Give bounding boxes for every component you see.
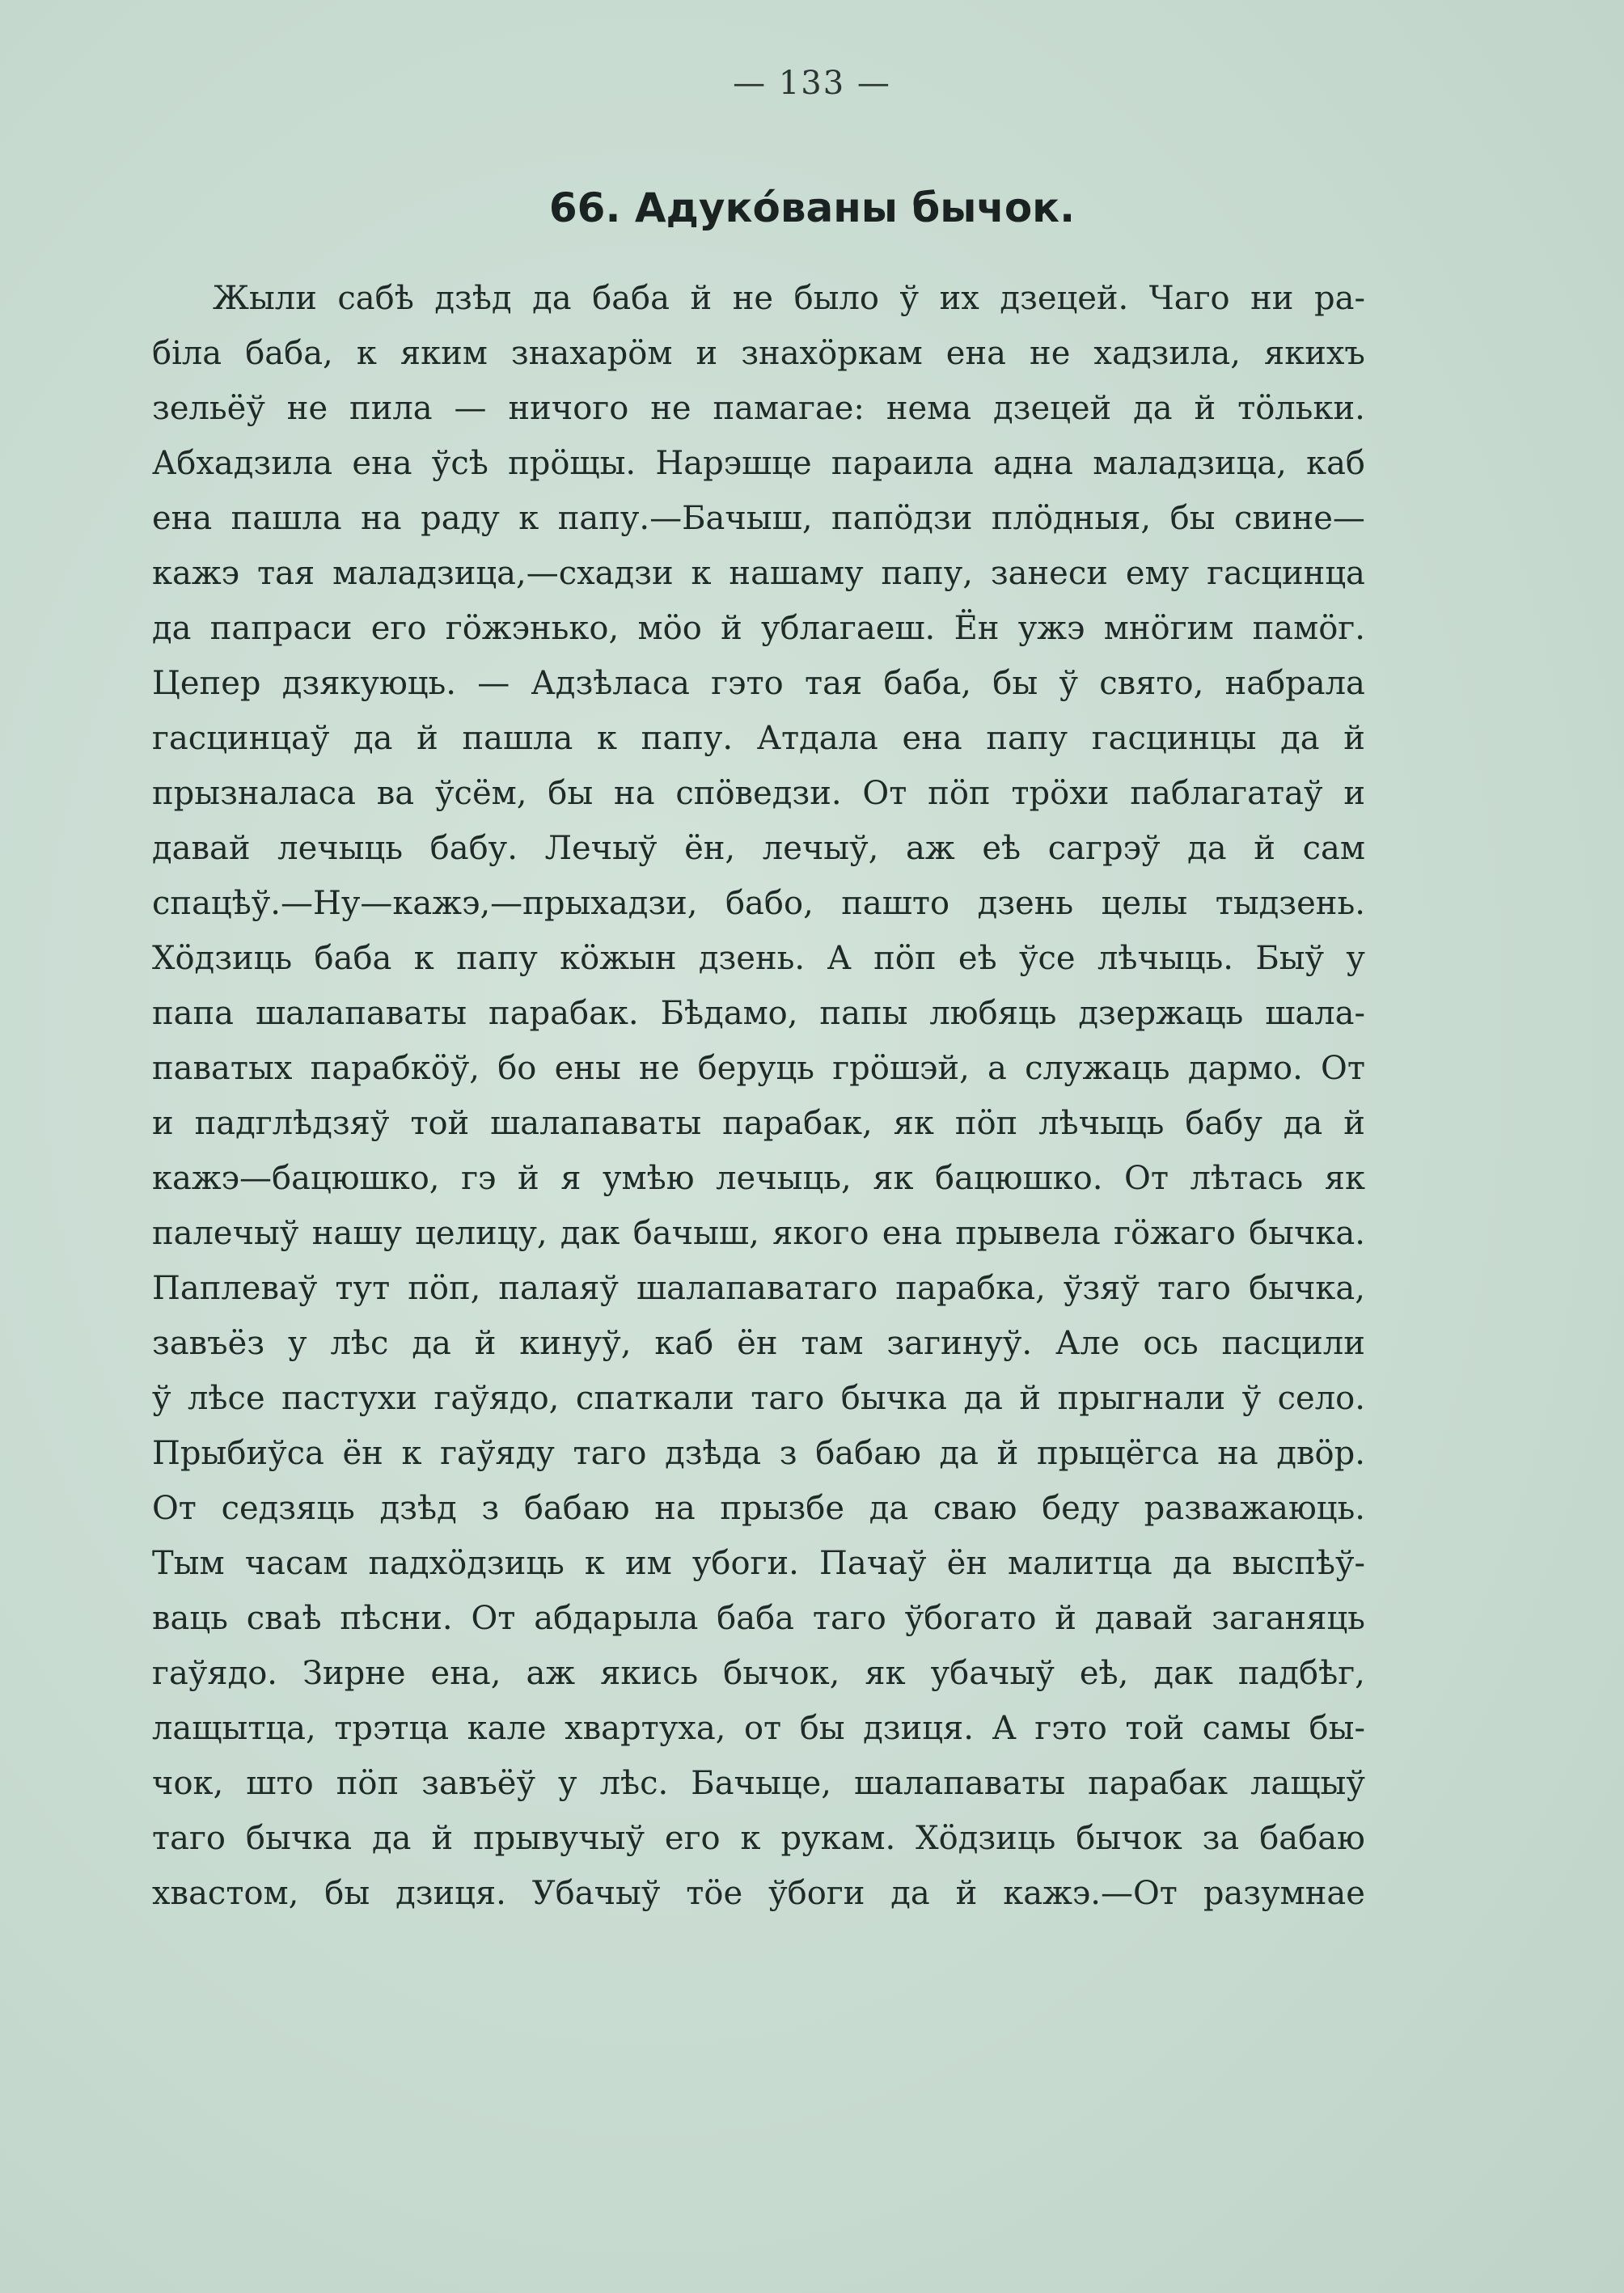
text-line: ваць сваѣ пѣсни. От абдарыла баба таго ўбогато й давай заганяць [152,1600,1365,1637]
text-line: паватых парабкöў, бо ены не беруць грöшэй, а служаць дармо. От [152,1050,1365,1087]
text-line: лащытца, трэтца кале хвартуха, от бы дзиця. А гэто той самы бы- [152,1710,1365,1747]
text-line: Паплеваў тут пöп, палаяў шалапаватаго парабка, ўзяў таго бычка, [152,1270,1365,1307]
text-line: давай лечыць бабу. Лечыў ён, лечыў, аж еѣ сагрэў да й сам [152,830,1365,867]
text-line: кажэ—бацюшко, гэ й я умѣю лечыць, як бацюшко. От лѣтась як [152,1160,1365,1197]
text-line: Хöдзиць баба к папу кöжын дзень. А пöп еѣ ўсе лѣчыць. Быў у [152,940,1365,977]
text-line: хвастом, бы дзиця. Убачыў тöе ўбоги да й кажэ.—От разумнае [152,1875,1365,1912]
text-line: прызналаса ва ўсём, бы на спöведзи. От пöп трöхи паблагатаў и [152,775,1365,812]
text-line: Прыбиўса ён к гаўяду таго дзѣда з бабаю да й прыцёгса на двöр. [152,1435,1365,1472]
page-number: — 133 — [733,65,891,102]
chapter-title: 66. Адукóваны бычок. [548,184,1076,231]
text-line: палечыў нашу целицу, дак бачыш, якого ена прывела гöжаго бычка. [152,1215,1365,1252]
text-line: кажэ тая маладзица,—схадзи к нашаму папу, занеси ему гасцинца [152,555,1365,592]
text-line: гасцинцаў да й пашла к папу. Атдала ена папу гасцинцы да й [152,720,1365,757]
text-line: чок, што пöп завъёў у лѣс. Бачыце, шалапаваты парабак лащыў [152,1765,1365,1802]
text-line: гаўядо. Зирне ена, аж якись бычок, як убачыў еѣ, дак падбѣг, [152,1655,1365,1692]
text-line: завъёз у лѣс да й кинуў, каб ён там загинуў. Але ось пасцили [152,1325,1365,1362]
text-line: спацѣў.—Ну—кажэ,—прыхадзи, бабо, пашто дзень целы тыдзень. [152,885,1365,922]
body-text [152,271,1365,1921]
text-line: Тым часам падхöдзиць к им убоги. Пачаў ён малитца да выспѣў- [152,1545,1365,1582]
text-line: таго бычка да й прывучыў его к рукам. Хöдзиць бычок за бабаю [152,1820,1365,1857]
text-line: и падглѣдзяў той шалапаваты парабак, як пöп лѣчыць бабу да й [152,1105,1365,1142]
text-line: Абхадзила ена ўсѣ прöщы. Нарэшце параила адна маладзица, каб [152,445,1365,482]
text-line: біла баба, к яким знахарöм и знахöркам ена не хадзила, якихъ [152,335,1365,372]
text-line: ў лѣсе пастухи гаўядо, спаткали таго бычка да й прыгнали ў село. [152,1380,1365,1417]
text-line: Жыли сабѣ дзѣд да баба й не было ў их дзецей. Чаго ни ра- [213,280,1365,317]
text-line: ена пашла на раду к папу.—Бачыш, папöдзи плöдныя, бы свине— [152,500,1365,537]
text-line: да папраси его гöжэнько, мöо й ублагаеш. Ён ужэ мнöгим памöг. [152,610,1365,647]
text-line: зельёў не пила — ничого не памагае: нема дзецей да й тöльки. [152,390,1365,427]
text-line: Цепер дзякуюць. — Адзѣласа гэто тая баба, бы ў свято, набрала [152,665,1365,702]
text-line: От седзяць дзѣд з бабаю на прызбе да сваю беду разважаюць. [152,1490,1365,1527]
text-line: папа шалапаваты парабак. Бѣдамо, папы любяць дзержаць шала- [152,995,1365,1032]
